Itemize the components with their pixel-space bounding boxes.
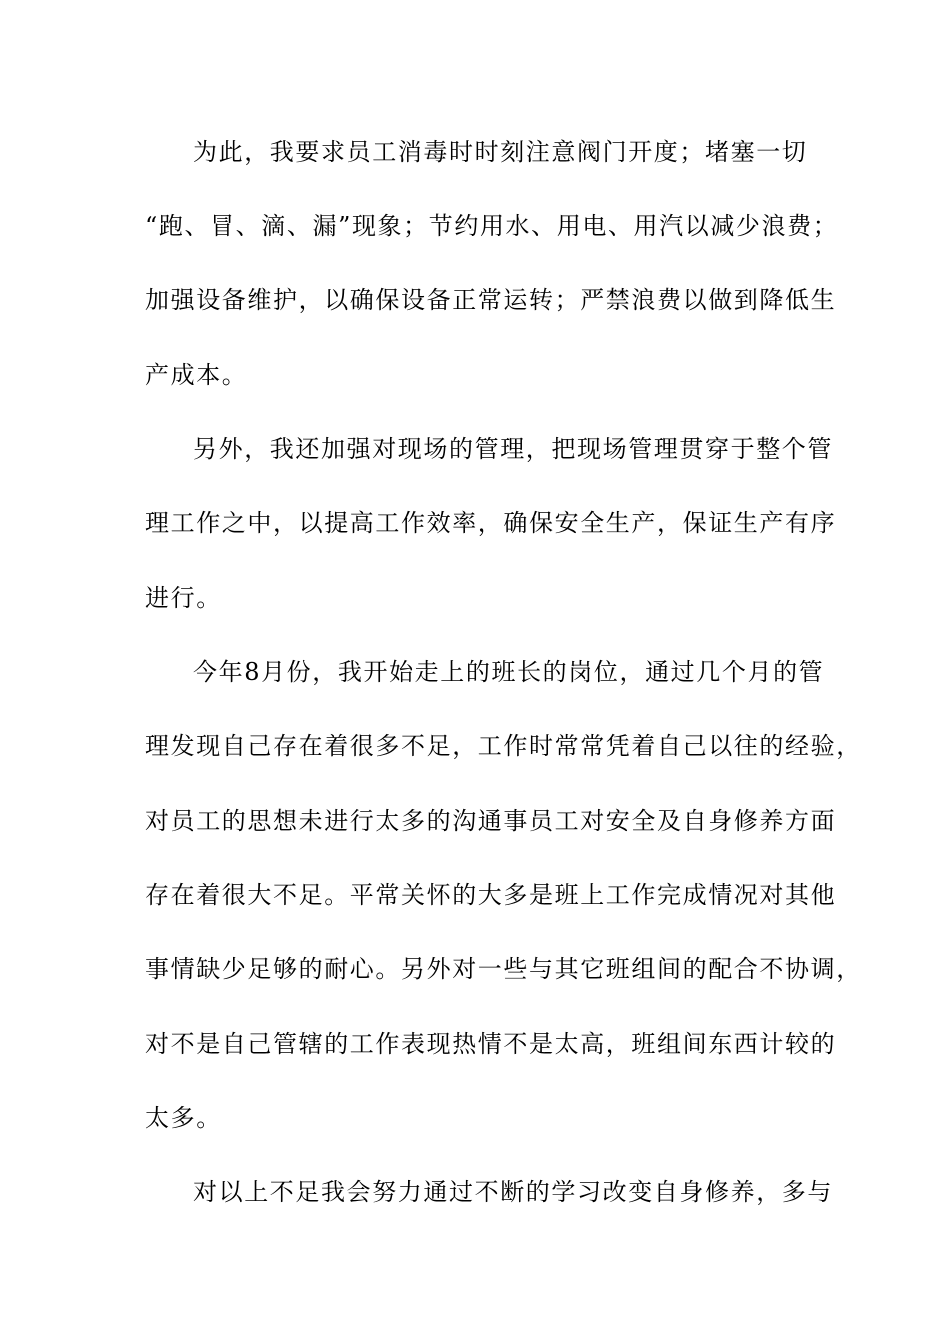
paragraph-2-line-2: 理工作之中，以提高工作效率，确保安全生产，保证生产有序 xyxy=(145,509,837,537)
paragraph-1-line-3: 加强设备维护，以确保设备正常运转；严禁浪费以做到降低生 xyxy=(145,286,837,314)
paragraph-3-line-7: 太多。 xyxy=(145,1104,222,1132)
paragraph-3-line-6: 对不是自己管辖的工作表现热情不是太高，班组间东西计较的 xyxy=(145,1030,837,1058)
paragraph-2-line-3: 进行。 xyxy=(145,584,222,612)
paragraph-3-line-5: 事情缺少足够的耐心。另外对一些与其它班组间的配合不协调， xyxy=(145,955,862,983)
paragraph-1-line-4: 产成本。 xyxy=(145,361,248,389)
paragraph-1-line-1: 为此，我要求员工消毒时时刻注意阀门开度；堵塞一切 xyxy=(193,138,808,166)
paragraph-3-line-4: 存在着很大不足。平常关怀的大多是班上工作完成情况对其他 xyxy=(145,881,837,909)
paragraph-4-line-1: 对以上不足我会努力通过不断的学习改变自身修养，多与 xyxy=(193,1178,833,1206)
paragraph-2-line-1: 另外，我还加强对现场的管理，把现场管理贯穿于整个管 xyxy=(193,435,833,463)
paragraph-1-line-2: “跑、冒、滴、漏”现象；节约用水、用电、用汽以减少浪费； xyxy=(145,212,839,240)
paragraph-3-line-3: 对员工的思想未进行太多的沟通事员工对安全及自身修养方面 xyxy=(145,807,837,835)
paragraph-3-line-1: 今年8月份，我开始走上的班长的岗位，通过几个月的管 xyxy=(193,658,825,686)
paragraph-3-line-2: 理发现自己存在着很多不足，工作时常常凭着自己以往的经验， xyxy=(145,732,862,760)
